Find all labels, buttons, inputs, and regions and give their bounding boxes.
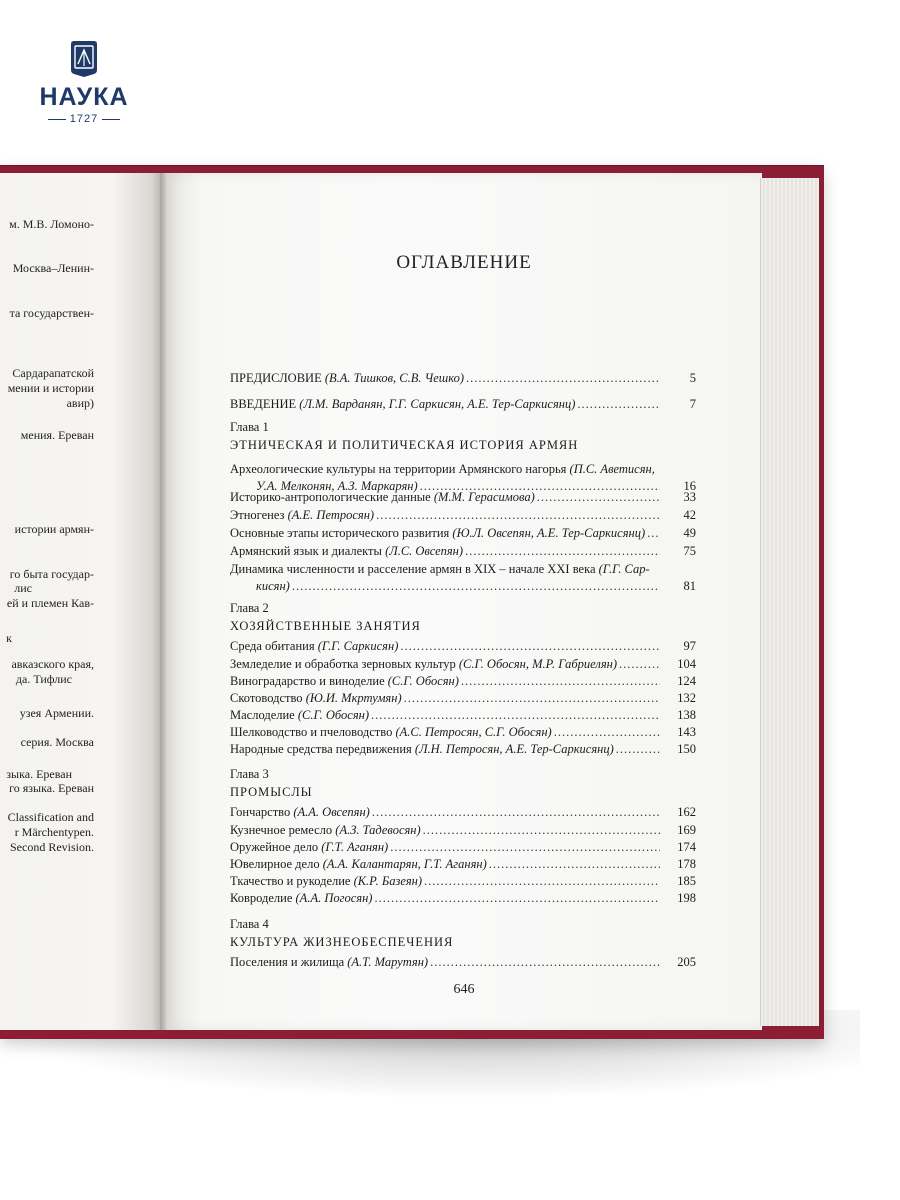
left-page-line: r Märchentypen. <box>14 825 94 839</box>
toc-entry <box>230 561 696 595</box>
entry-page: 132 <box>677 691 696 705</box>
entry-authors: (С.Г. Обосян) <box>387 674 459 688</box>
leader-dots <box>376 507 660 524</box>
toc-entry <box>230 543 696 560</box>
entry-authors: (М.М. Герасимова) <box>433 490 535 504</box>
entry-page: 198 <box>677 891 696 905</box>
entry-page: 169 <box>677 823 696 837</box>
entry-title: ВВЕДЕНИЕ <box>230 397 297 411</box>
toc-entry <box>230 822 696 839</box>
toc-entry-introduction <box>230 396 696 413</box>
publisher-year: 1727 <box>69 113 99 125</box>
entry-title: Оружейное дело <box>230 840 319 854</box>
left-page-line: го быта государ- <box>9 567 94 581</box>
chapter-label: Глава 4 <box>230 917 269 931</box>
leader-dots <box>371 707 660 724</box>
entry-authors: (А.Е. Петросян) <box>287 508 375 522</box>
entry-title: Этногенез <box>230 508 285 522</box>
toc-entry <box>230 707 696 724</box>
toc-entry <box>230 804 696 821</box>
entry-title: Историко-антропологические данные <box>230 490 431 504</box>
left-page-line: Сардарапатской <box>12 366 94 380</box>
chapter-title: ЭТНИЧЕСКАЯ И ПОЛИТИЧЕСКАЯ ИСТОРИЯ АРМЯН <box>230 438 579 452</box>
left-page-line: Classification and <box>7 810 94 824</box>
leader-dots <box>400 638 660 655</box>
toc-entry <box>230 673 696 690</box>
leader-dots <box>647 525 660 542</box>
entry-page: 178 <box>677 857 696 871</box>
entry-page: 150 <box>677 742 696 756</box>
entry-title: Ткачество и рукоделие <box>230 874 351 888</box>
entry-title: Археологические культуры на территории Армянского нагорья <box>230 462 567 476</box>
toc-entry <box>230 656 696 673</box>
toc-entry-preface <box>230 370 696 387</box>
toc-entry <box>230 690 696 707</box>
toc-entry <box>230 724 696 741</box>
left-page-line: узея Армении. <box>19 706 94 720</box>
page-edges <box>760 178 819 1026</box>
entry-page: 42 <box>683 508 696 522</box>
left-page-line: серия. Москва <box>20 735 94 749</box>
entry-page: 185 <box>677 874 696 888</box>
entry-authors-cont: У.А. Мелконян, А.З. Маркарян) <box>256 479 418 493</box>
entry-page: 143 <box>677 725 696 739</box>
entry-authors: (Г.Т. Аганян) <box>321 840 389 854</box>
entry-page: 33 <box>683 490 696 504</box>
leader-dots <box>465 543 660 560</box>
chapter-title: КУЛЬТУРА ЖИЗНЕОБЕСПЕЧЕНИЯ <box>230 935 454 949</box>
entry-authors: (А.А. Овсепян) <box>293 805 370 819</box>
left-page-line: авир) <box>66 396 94 410</box>
leader-dots <box>372 804 660 821</box>
entry-authors: (Ю.И. Мкртумян) <box>305 691 402 705</box>
entry-page: 162 <box>677 805 696 819</box>
entry-page: 7 <box>689 397 696 411</box>
leader-dots <box>489 856 660 873</box>
toc-entry <box>230 839 696 856</box>
leader-dots <box>577 396 660 413</box>
entry-title: Динамика численности и расселение армян в XIX – начале XXI века <box>230 562 596 576</box>
left-page-line: Москва–Ленин- <box>12 261 94 275</box>
entry-authors: (В.А. Тишков, С.В. Чешко) <box>324 371 465 385</box>
entry-title: Ковроделие <box>230 891 293 905</box>
leader-dots <box>466 370 660 387</box>
entry-authors: (А.С. Петросян, С.Г. Обосян) <box>395 725 552 739</box>
entry-title: Гончарство <box>230 805 291 819</box>
toc-entry <box>230 638 696 655</box>
entry-authors: (С.Г. Обосян) <box>297 708 370 722</box>
entry-authors: (Л.Н. Петросян, А.Е. Тер-Саркисянц) <box>414 742 614 756</box>
entry-title: Скотоводство <box>230 691 303 705</box>
entry-page: 75 <box>683 544 696 558</box>
entry-authors: (Г.Г. Сар- <box>598 562 650 576</box>
entry-page: 16 <box>683 479 696 493</box>
leader-dots <box>404 690 660 707</box>
entry-authors: (Л.С. Овсепян) <box>385 544 464 558</box>
entry-title: Маслоделие <box>230 708 295 722</box>
leader-dots <box>430 954 660 971</box>
leader-dots <box>461 673 660 690</box>
entry-page: 5 <box>689 371 696 385</box>
entry-page: 81 <box>683 579 696 593</box>
chapter-label: Глава 1 <box>230 420 269 434</box>
left-page-line: м. М.В. Ломоно- <box>9 217 94 231</box>
left-page-line: ей и племен Кав- <box>6 596 94 610</box>
left-page-line: зыка. Ереван <box>6 767 72 781</box>
left-page-line: лис <box>14 581 32 595</box>
toc-entry <box>230 741 696 758</box>
entry-authors: (С.Г. Обосян, М.Р. Габриелян) <box>458 657 617 671</box>
entry-title: Земледелие и обработка зерновых культур <box>230 657 456 671</box>
toc-entry <box>230 856 696 873</box>
left-page-line: мения. Ереван <box>20 428 94 442</box>
leader-dots <box>619 656 660 673</box>
publisher-logo <box>36 40 132 125</box>
entry-page: 104 <box>677 657 696 671</box>
entry-title: Народные средства передвижения <box>230 742 412 756</box>
entry-title: Армянский язык и диалекты <box>230 544 382 558</box>
entry-authors: (Л.М. Варданян, Г.Г. Саркисян, А.Е. Тер-Саркисянц) <box>299 397 576 411</box>
toc-entry <box>230 890 696 907</box>
toc-list <box>230 0 696 1200</box>
leader-dots <box>292 578 660 595</box>
entry-page: 124 <box>677 674 696 688</box>
entry-authors: (К.Р. Базеян) <box>353 874 423 888</box>
toc-entry <box>230 507 696 524</box>
left-page-line: та государствен- <box>9 306 94 320</box>
chapter-label: Глава 2 <box>230 601 269 615</box>
leader-dots <box>537 489 660 506</box>
leader-dots <box>616 741 660 758</box>
year-rule-right <box>102 119 120 120</box>
entry-authors: (П.С. Аветисян, <box>569 462 655 476</box>
entry-title: Поселения и жилища <box>230 955 345 969</box>
left-page-line: к <box>6 631 12 645</box>
entry-authors: (А.А. Калантарян, Г.Т. Аганян) <box>322 857 487 871</box>
toc-entry <box>230 525 696 542</box>
book-emblem-icon <box>70 40 98 78</box>
toc-entry <box>230 954 696 971</box>
leader-dots <box>374 890 660 907</box>
entry-authors: (А.З. Тадевосян) <box>335 823 421 837</box>
entry-title: Ювелирное дело <box>230 857 320 871</box>
leader-dots <box>423 822 660 839</box>
toc-title: ОГЛАВЛЕНИЕ <box>396 252 532 273</box>
left-page-line: Second Revision. <box>10 840 94 854</box>
entry-authors: (Ю.Л. Овсепян, А.Е. Тер-Саркисянц) <box>452 526 646 540</box>
publisher-name: НАУКА <box>39 83 129 111</box>
entry-title: ПРЕДИСЛОВИЕ <box>230 371 322 385</box>
toc-entry <box>230 489 696 506</box>
page-number: 646 <box>453 982 475 997</box>
left-page <box>0 173 160 1030</box>
left-page-line: авказского края, <box>11 657 94 671</box>
entry-title: Виноградарство и виноделие <box>230 674 385 688</box>
entry-page: 205 <box>677 955 696 969</box>
entry-page: 49 <box>683 526 696 540</box>
entry-authors: (А.А. Погосян) <box>295 891 373 905</box>
left-page-line: да. Тифлис <box>15 672 72 686</box>
entry-authors-cont: кисян) <box>256 579 290 593</box>
entry-title: Шелководство и пчеловодство <box>230 725 393 739</box>
publisher-year-row <box>36 113 132 125</box>
toc-entry <box>230 873 696 890</box>
entry-title: Кузнечное ремесло <box>230 823 333 837</box>
entry-page: 174 <box>677 840 696 854</box>
left-page-line: истории армян- <box>14 522 94 536</box>
entry-page: 138 <box>677 708 696 722</box>
chapter-label: Глава 3 <box>230 767 269 781</box>
entry-authors: (А.Т. Марутян) <box>347 955 429 969</box>
chapter-title: ХОЗЯЙСТВЕННЫЕ ЗАНЯТИЯ <box>230 619 421 633</box>
leader-dots <box>424 873 660 890</box>
chapter-title: ПРОМЫСЛЫ <box>230 785 313 799</box>
left-page-line: мении и истории <box>7 381 94 395</box>
left-page-line: го языка. Ереван <box>9 781 94 795</box>
year-rule-left <box>48 119 66 120</box>
leader-dots <box>554 724 660 741</box>
entry-title: Среда обитания <box>230 639 315 653</box>
leader-dots <box>390 839 660 856</box>
entry-authors: (Г.Г. Саркисян) <box>317 639 399 653</box>
entry-page: 97 <box>683 639 696 653</box>
entry-title: Основные этапы исторического развития <box>230 526 450 540</box>
